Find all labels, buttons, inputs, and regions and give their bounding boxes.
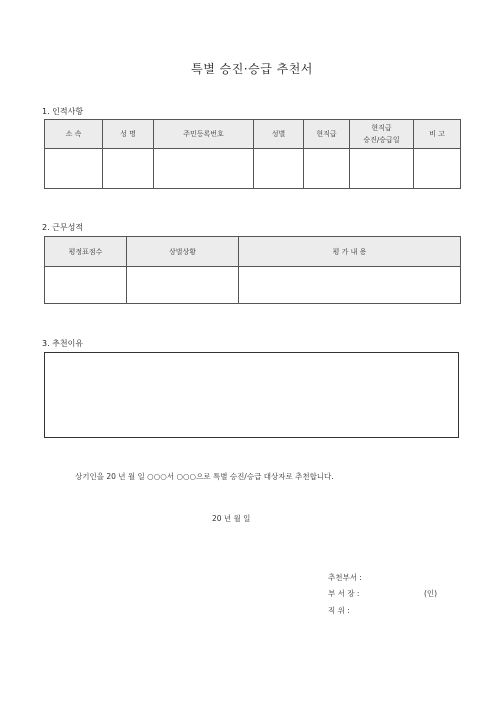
position-row	[328, 605, 350, 616]
personal-info-table	[44, 119, 461, 189]
header-resident-number: 주민등록번호	[154, 120, 254, 149]
section-reason-heading: 3. 추천이유	[42, 339, 84, 348]
recommending-dept-label: 추천부서 :	[328, 573, 362, 582]
gender-cell[interactable]	[254, 149, 304, 189]
personal-header-row	[45, 120, 461, 149]
document-title: 특별 승진·승급 추천서	[191, 62, 313, 76]
recommendation-reason-box[interactable]	[44, 352, 459, 438]
header-name: 성 명	[103, 120, 154, 149]
evaluation-content-cell[interactable]	[239, 267, 461, 304]
current-rank-cell[interactable]	[304, 149, 350, 189]
section-performance-heading: 2. 근무성적	[42, 223, 84, 232]
performance-table	[44, 236, 461, 304]
header-gender: 성별	[254, 120, 304, 149]
name-cell[interactable]	[103, 149, 154, 189]
header-promotion-date: 현직급 승진/승급일	[350, 120, 414, 149]
date-line: 20 년 월 일	[212, 514, 251, 523]
header-evaluation-content: 평 가 내 용	[239, 237, 461, 267]
rewards-penalties-cell[interactable]	[127, 267, 239, 304]
performance-header-row	[45, 237, 461, 267]
table-row	[45, 149, 461, 189]
section-personal-info-heading: 1. 인적사항	[42, 107, 84, 116]
header-affiliation: 소 속	[45, 120, 103, 149]
recommending-dept-row	[328, 572, 362, 583]
header-current-rank: 현직급	[304, 120, 350, 149]
promotion-date-cell[interactable]	[350, 149, 414, 189]
remarks-cell[interactable]	[414, 149, 461, 189]
seal-mark: (인)	[424, 589, 438, 598]
table-row	[45, 267, 461, 304]
resident-number-cell[interactable]	[154, 149, 254, 189]
header-rewards-penalties: 상벌상황	[127, 237, 239, 267]
dept-head-row	[328, 588, 359, 599]
affiliation-cell[interactable]	[45, 149, 103, 189]
header-evaluation-score: 평정표점수	[45, 237, 127, 267]
recommendation-statement: 상기인을 20 년 월 일 ○○○서 ○○○으로 특별 승진/승급 대상자로 추천합니다.	[75, 472, 334, 481]
position-label: 직 위 :	[328, 606, 350, 615]
header-remarks: 비 고	[414, 120, 461, 149]
evaluation-score-cell[interactable]	[45, 267, 127, 304]
dept-head-label: 부 서 장 :	[328, 589, 360, 598]
